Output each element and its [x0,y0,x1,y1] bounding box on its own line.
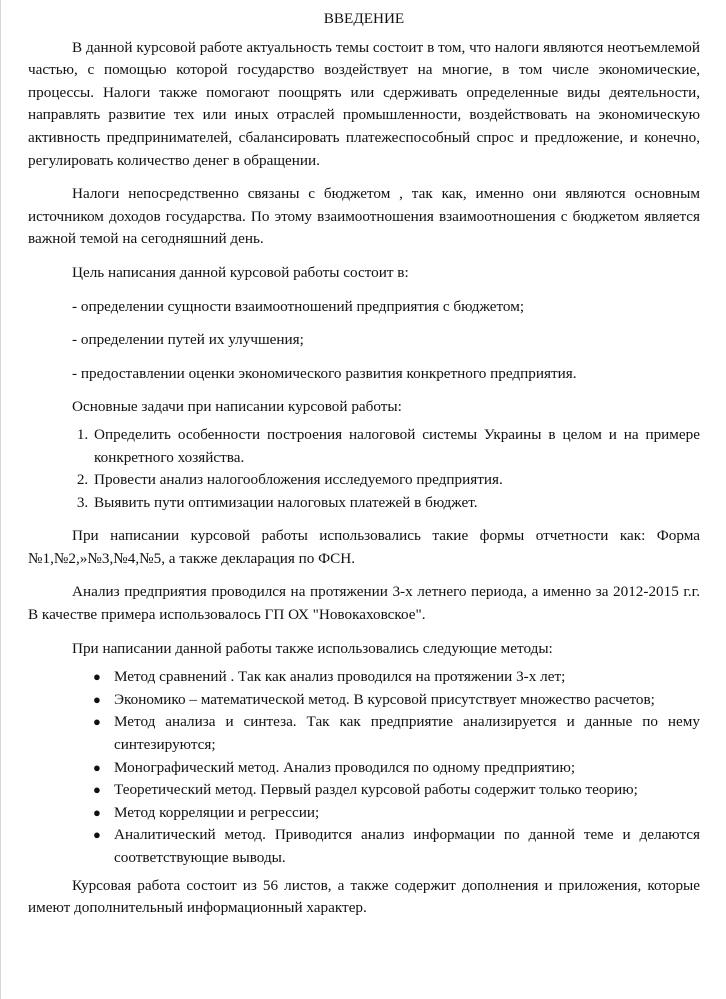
methods-list [28,666,700,869]
method-text: Метод сравнений . Так как анализ проводился на протяжении 3-х лет; [114,668,566,686]
page-title: ВВЕДЕНИЕ [323,10,405,27]
forms-paragraph: При написании курсовой работы использовались такие формы отчетности как: Форма №1,№2,»№3,№4,№5, а также декларация по ФСН. [28,527,700,567]
method-item [93,824,700,869]
goal-item: - определении сущности взаимоотношений предприятия с бюджетом; [72,297,525,315]
task-item: 2. Провести анализ налогообложения исследуемого предприятия. [92,469,700,492]
method-text: Метод анализа и синтеза. Так как предприятие анализируется и данные по нему синтезируются; [114,713,700,754]
method-item [93,666,700,689]
task-item: 3. Выявить пути оптимизации налоговых платежей в бюджет. [92,492,700,515]
goal-item: - определении путей их улучшения; [72,331,304,349]
task-item: 1. Определить особенности построения налоговой системы Украины в целом и на примере конкретного хозяйства. [92,424,700,469]
bullet-icon: ● [93,782,101,798]
method-item [93,757,700,780]
method-item [93,689,700,712]
methods-intro: При написании данной работы также использовались следующие методы: [72,639,553,657]
tasks-intro: Основные задачи при написании курсовой работы: [72,398,402,416]
final-paragraph: Курсовая работа состоит из 56 листов, а также содержит дополнения и приложения, которые имеют дополнительный информационный характер. [28,876,700,917]
method-item [93,779,700,802]
method-text: Теоретический метод. Первый раздел курсовой работы содержит только теорию; [114,781,638,799]
method-text: Монографический метод. Анализ проводился по одному предприятию; [114,758,576,776]
bullet-icon: ● [93,714,101,730]
method-item [93,711,700,756]
tasks-list [28,424,700,514]
budget-paragraph: Налоги непосредственно связаны с бюджетом , так как, именно они являются основным источником доходов государства. По этому взаимоотношения взаимоотношения с бюджетом является важной темой на сегодняшний день. [28,185,700,248]
bullet-icon: ● [93,759,101,775]
analysis-paragraph: Анализ предприятия проводился на протяжении 3-х летнего периода, а именно за 2012-2015 г.г. В качестве примера использовалось ГП ОХ "Новокаховское". [28,583,700,624]
bullet-icon: ● [93,804,101,820]
bullet-icon: ● [93,827,101,843]
method-text: Аналитический метод. Приводится анализ информации по данной теме и делаются соответствующие выводы. [114,826,700,866]
method-text: Экономико – математической метод. В курсовой присутствует множество расчетов; [114,690,655,708]
goal-intro: Цель написания данной курсовой работы состоит в: [72,263,409,281]
bullet-icon: ● [93,691,101,707]
bullet-icon: ● [93,669,101,685]
method-text: Метод корреляции и регрессии; [114,803,320,821]
intro-paragraph: В данной курсовой работе актуальность темы состоит в том, что налоги являются неотъемлемой частью, с помощью которой государство воздействует на многие, в том числе экономические, процессы. Налоги также помогают поощрять или сдерживать определенные виды деятельности, направлять развитие тех или иных отраслей промышленности, воздействовать на экономическую активность предпринимателей, сбалансировать платежеспособный спрос и предложение, и конечно, регулировать количество денег в обращении. [28,38,700,169]
goal-item: - предоставлении оценки экономического развития конкретного предприятия. [72,364,577,382]
method-item [93,802,700,825]
